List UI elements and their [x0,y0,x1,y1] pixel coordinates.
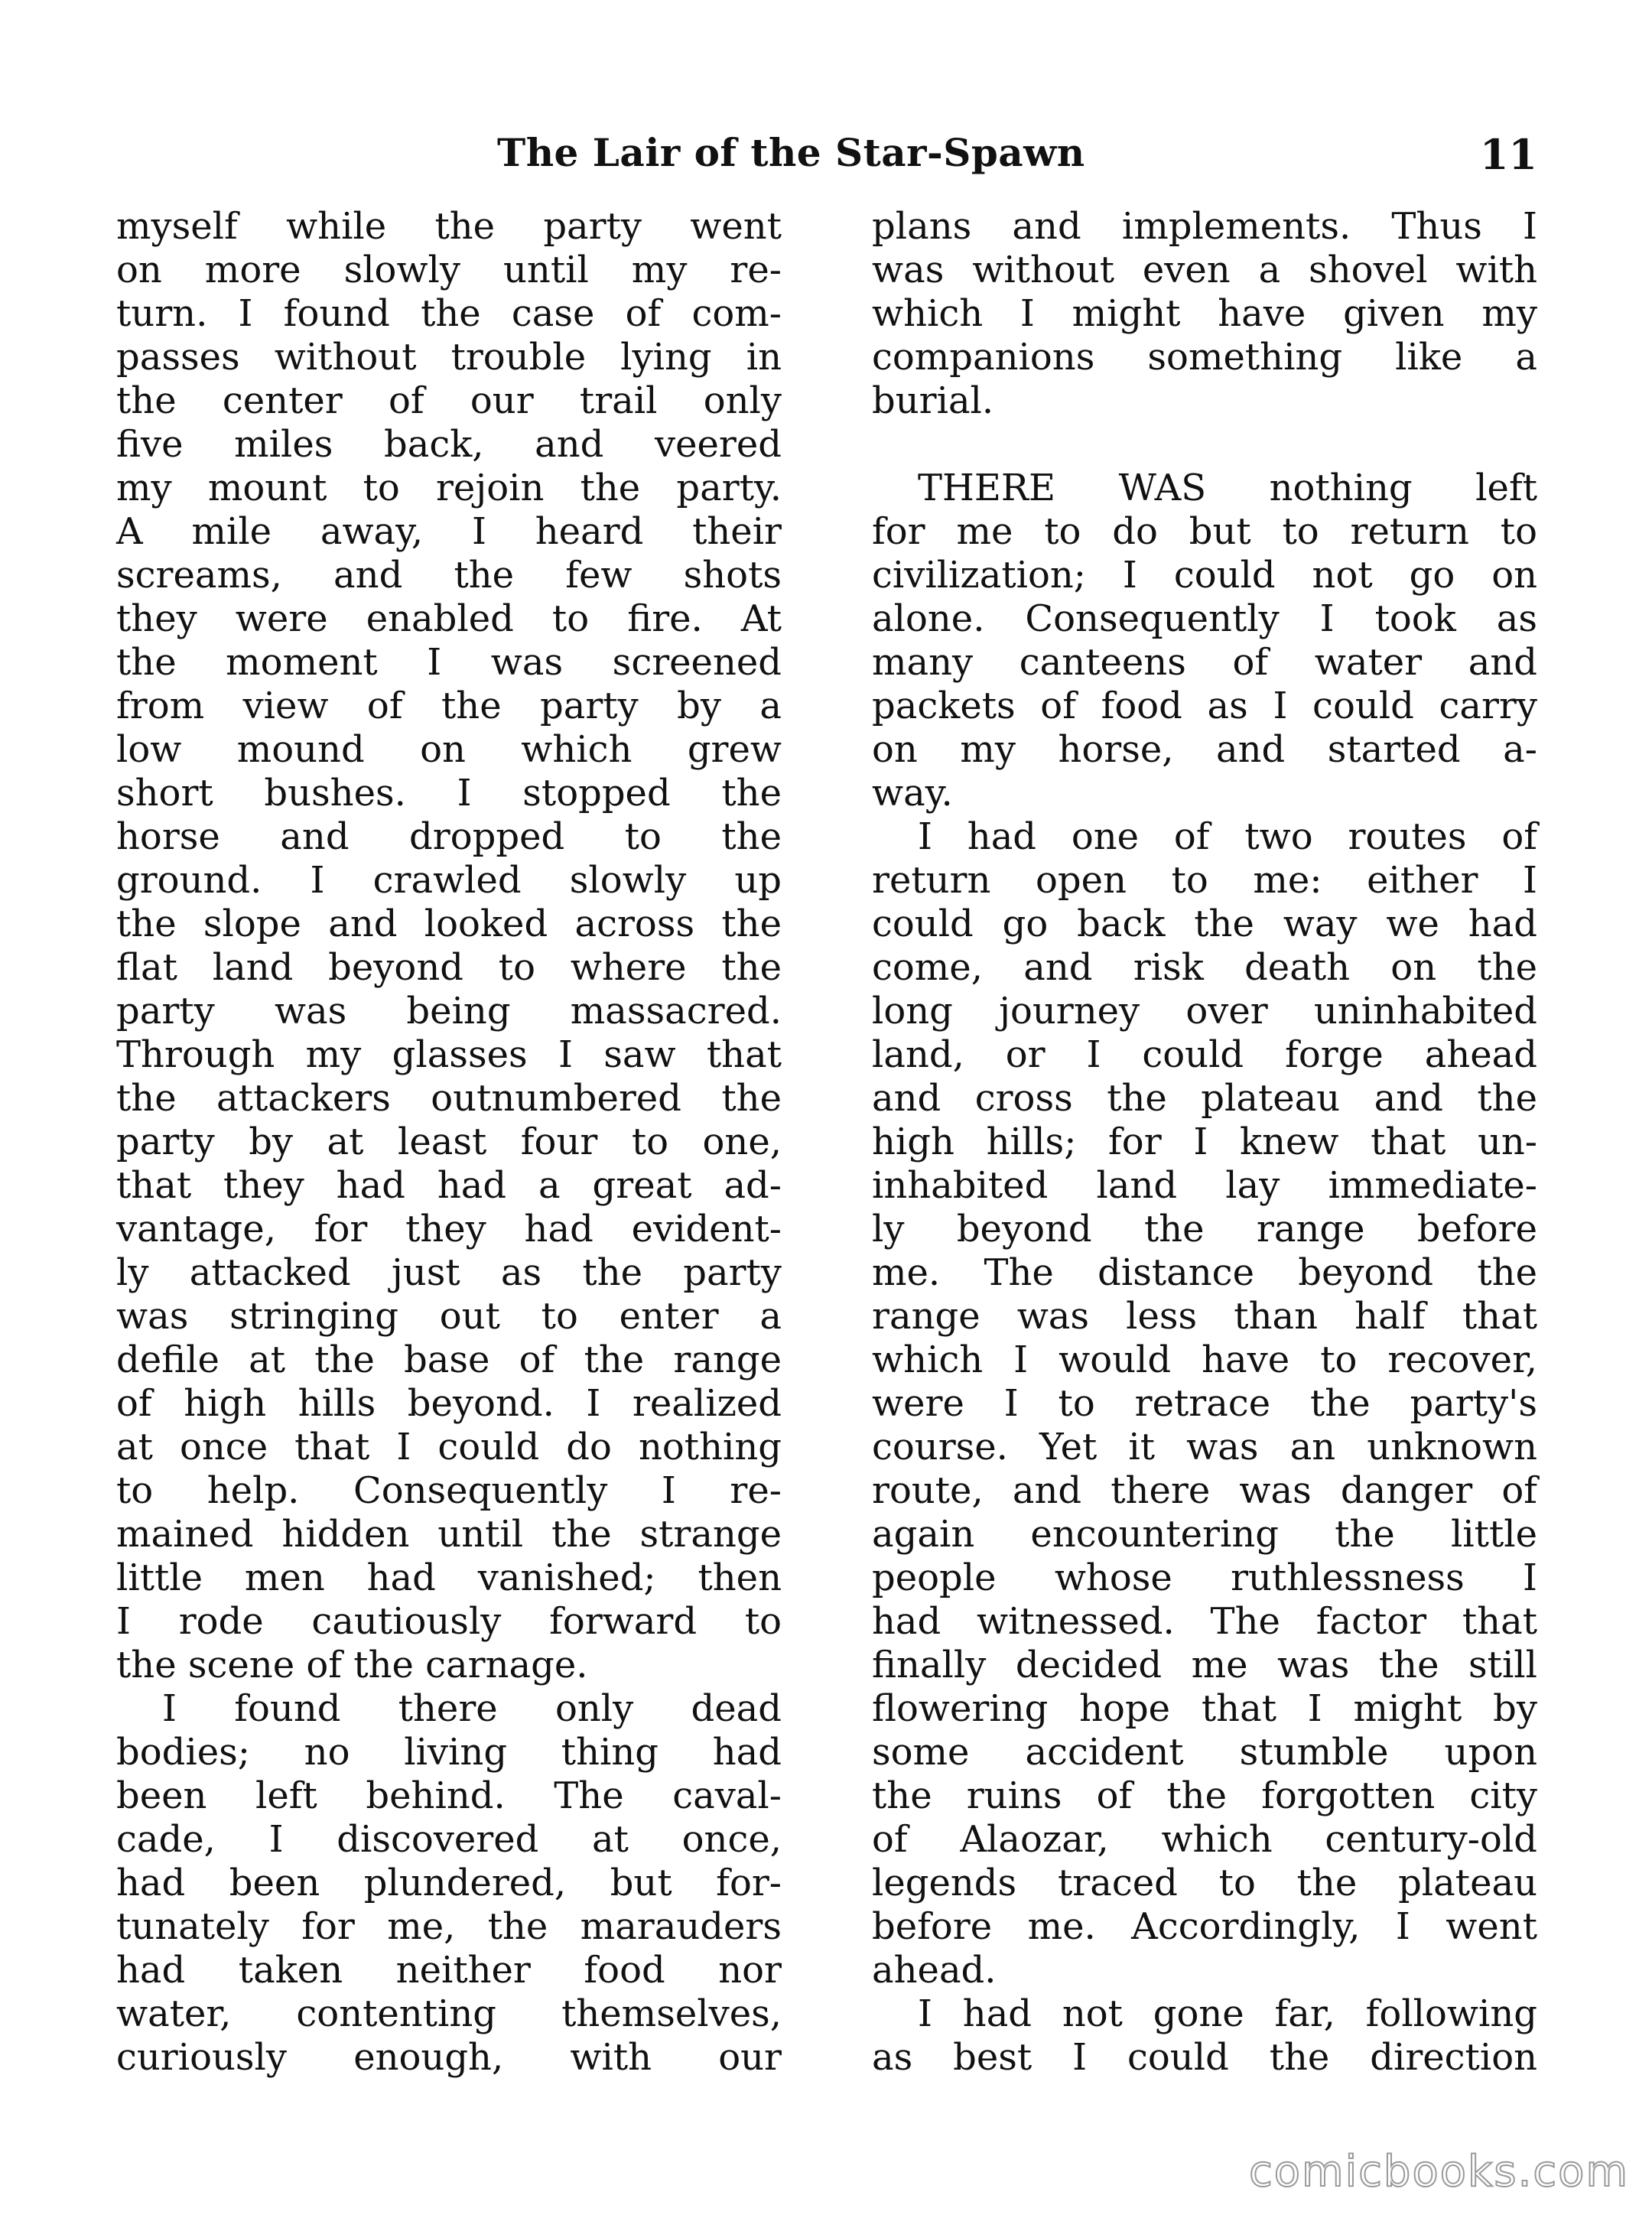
text-line: had witnessed. The factor that [872,1600,1537,1643]
text-line: civilization; I could not go on [872,554,1537,597]
text-line: finally decided me was the still [872,1644,1537,1686]
text-line: screams, and the few shots [116,554,782,597]
text-line: legends traced to the plateau [872,1862,1537,1904]
text-line: I had not gone far, following [918,1992,1537,2035]
watermark: comicbooks.com [1248,2147,1629,2197]
paragraph [116,205,782,1687]
text-line: A mile away, I heard their [116,510,782,553]
text-line: at once that I could do nothing [116,1426,782,1468]
text-line: turn. I found the case of com- [116,292,782,335]
text-line: which I would have to recover, [872,1338,1537,1381]
text-line: curiously enough, with our [116,2036,782,2079]
text-line: was without even a shovel with [872,249,1537,291]
text-line: course. Yet it was an unknown [872,1426,1537,1468]
text-line: vantage, for they had evident- [116,1208,782,1250]
text-line: on my horse, and started a- [872,728,1537,771]
text-line: horse and dropped to the [116,815,782,858]
text-line: I rode cautiously forward to [116,1600,782,1643]
running-title: The Lair of the Star-Spawn [497,130,1085,175]
text-line: the slope and looked across the [116,902,782,945]
text-line: on more slowly until my re- [116,249,782,291]
text-line: companions something like a [872,336,1537,379]
text-line: myself while the party went [116,205,782,248]
text-line: party was being massacred. [116,990,782,1033]
text-line: of Alaozar, which century-old [872,1818,1537,1861]
text-line: come, and risk death on the [872,946,1537,989]
text-line: they were enabled to fire. At [116,597,782,640]
text-line: my mount to rejoin the party. [116,467,782,509]
text-line: ly attacked just as the party [116,1251,782,1294]
text-line: mained hidden until the strange [116,1513,782,1556]
text-line: alone. Consequently I took as [872,597,1537,640]
text-line: short bushes. I stopped the [116,772,782,815]
text-line: burial. [872,379,994,422]
text-line: cade, I discovered at once, [116,1818,782,1861]
text-line: long journey over uninhabited [872,990,1537,1033]
text-line: range was less than half that [872,1295,1537,1338]
text-line: defile at the base of the range [116,1338,782,1381]
text-line: been left behind. The caval- [116,1774,782,1817]
text-line: the moment I was screened [116,641,782,684]
text-line: as best I could the direction [872,2036,1537,2079]
page-number: 11 [1479,130,1537,179]
text-line: five miles back, and veered [116,423,782,466]
right-column [872,205,1537,2080]
text-line: me. The distance beyond the [872,1251,1537,1294]
left-column [116,205,782,2080]
text-line: the ruins of the forgotten city [872,1774,1537,1817]
section-break [872,423,1537,467]
text-line: ground. I crawled slowly up [116,859,782,902]
text-line: THERE WAS nothing left [918,467,1537,509]
text-line: the center of our trail only [116,379,782,422]
text-line: return open to me: either I [872,859,1537,902]
text-line: plans and implements. Thus I [872,205,1537,248]
text-line: Through my glasses I saw that [116,1033,782,1076]
text-line: I had one of two routes of [918,815,1537,858]
text-line: way. [872,772,953,815]
text-line: had taken neither food nor [116,1949,782,1992]
text-line: again encountering the little [872,1513,1537,1556]
text-line: from view of the party by a [116,685,782,727]
text-line: were I to retrace the party's [872,1382,1537,1425]
text-line: some accident stumble upon [872,1731,1537,1774]
text-line: party by at least four to one, [116,1120,782,1163]
text-line: that they had had a great ad- [116,1164,782,1207]
text-line: flowering hope that I might by [872,1687,1537,1730]
text-line: was stringing out to enter a [116,1295,782,1338]
text-line: before me. Accordingly, I went [872,1905,1537,1948]
text-line: of high hills beyond. I realized [116,1382,782,1425]
text-line: the attackers outnumbered the [116,1077,782,1120]
text-line: I found there only dead [162,1687,782,1730]
text-line: tunately for me, the marauders [116,1905,782,1948]
text-line: to help. Consequently I re- [116,1469,782,1512]
page-header [0,130,1652,184]
text-line: many canteens of water and [872,641,1537,684]
text-line: flat land beyond to where the [116,946,782,989]
text-line: ly beyond the range before [872,1208,1537,1250]
text-line: route, and there was danger of [872,1469,1537,1512]
text-line: could go back the way we had [872,902,1537,945]
text-line: inhabited land lay immediate- [872,1164,1537,1207]
paragraph [116,1687,782,2080]
text-line: little men had vanished; then [116,1556,782,1599]
paragraph [872,815,1537,1992]
text-line: high hills; for I knew that un- [872,1120,1537,1163]
text-line: packets of food as I could carry [872,685,1537,727]
paragraph [872,467,1537,815]
text-line: land, or I could forge ahead [872,1033,1537,1076]
text-line: and cross the plateau and the [872,1077,1537,1120]
text-line: which I might have given my [872,292,1537,335]
text-line: bodies; no living thing had [116,1731,782,1774]
text-line: passes without trouble lying in [116,336,782,379]
paragraph [872,205,1537,423]
paragraph [872,1992,1537,2080]
text-line: people whose ruthlessness I [872,1556,1537,1599]
text-line: low mound on which grew [116,728,782,771]
text-line: for me to do but to return to [872,510,1537,553]
text-line: had been plundered, but for- [116,1862,782,1904]
text-line: water, contenting themselves, [116,1992,782,2035]
text-line: the scene of the carnage. [116,1644,588,1686]
text-line: ahead. [872,1949,997,1992]
